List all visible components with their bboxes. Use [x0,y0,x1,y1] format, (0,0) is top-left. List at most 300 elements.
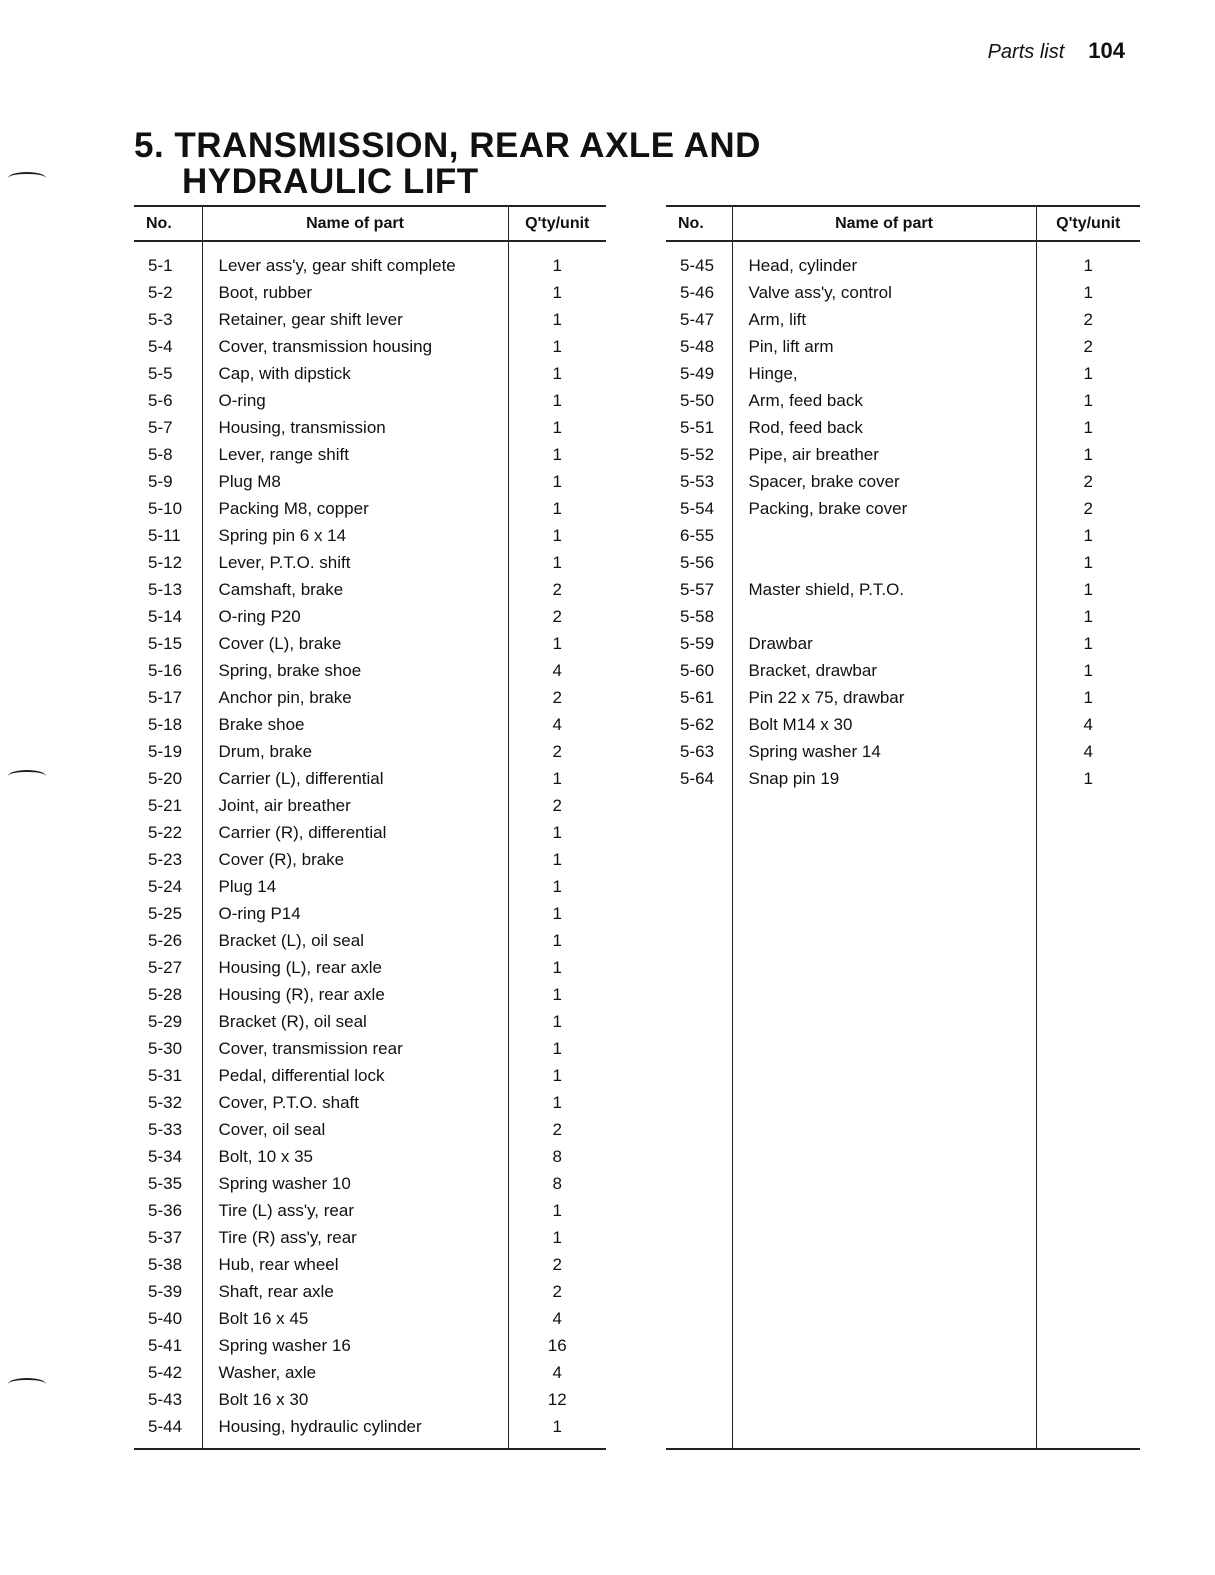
table-row [666,765,1140,792]
part-number: 5-64 [680,768,715,788]
part-name: Boot, rubber [202,279,508,306]
part-name: O-ring [202,387,508,414]
part-number: 5-18 [148,714,183,734]
table-row [666,711,1140,738]
part-quantity: 2 [1083,498,1093,518]
empty-cell [1036,927,1140,954]
table-row [134,387,606,414]
table-row [666,684,1140,711]
empty-cell [732,1359,1036,1386]
spacer-cell [666,241,732,252]
spacer-cell [508,241,606,252]
table-empty-row [666,792,1140,819]
part-name: Spring pin 6 x 14 [202,522,508,549]
part-name: Hinge, [732,360,1036,387]
table-end-row [666,1440,1140,1449]
part-quantity: 1 [1083,363,1093,383]
part-quantity: 1 [552,930,562,950]
part-name: Housing (R), rear axle [202,981,508,1008]
table-row [134,306,606,333]
parts-table-left-body [134,241,606,1449]
part-number: 5-38 [148,1254,183,1274]
table-row [666,387,1140,414]
table-empty-row [666,981,1140,1008]
table-row [666,657,1140,684]
empty-cell [732,1224,1036,1251]
empty-cell [732,927,1036,954]
part-quantity: 8 [552,1146,562,1166]
empty-cell [732,1035,1036,1062]
section-label: Parts list [987,41,1065,63]
part-number: 5-61 [680,687,715,707]
table-row [134,252,606,279]
empty-cell [732,873,1036,900]
part-number: 5-31 [148,1065,183,1085]
spacer-cell [1036,241,1140,252]
title-line-2: HYDRAULIC LIFT [182,162,479,201]
col-header-no: No. [134,206,202,241]
empty-cell [666,792,732,819]
empty-cell [732,846,1036,873]
parts-table-right [666,205,1140,1450]
binder-hole-mark [8,1378,46,1390]
table-row [134,1116,606,1143]
empty-cell [1036,1035,1140,1062]
table-row [134,549,606,576]
empty-cell [666,954,732,981]
table-empty-row [666,1332,1140,1359]
part-quantity: 1 [552,1092,562,1112]
part-number: 5-46 [680,282,715,302]
empty-cell [666,1062,732,1089]
part-name: Spacer, brake cover [732,468,1036,495]
part-number: 5-29 [148,1011,183,1031]
part-name: Plug 14 [202,873,508,900]
part-quantity: 1 [552,363,562,383]
part-quantity: 1 [1083,282,1093,302]
empty-cell [732,1386,1036,1413]
part-number: 5-4 [148,336,173,356]
table-row [134,1035,606,1062]
part-number: 5-51 [680,417,715,437]
part-name: Tire (L) ass'y, rear [202,1197,508,1224]
table-row [666,333,1140,360]
part-quantity: 16 [547,1335,567,1355]
part-quantity: 1 [1083,660,1093,680]
table-row [666,468,1140,495]
empty-cell [732,954,1036,981]
part-quantity: 1 [1083,417,1093,437]
part-name: Pin, lift arm [732,333,1036,360]
part-number: 5-25 [148,903,183,923]
empty-cell [666,1008,732,1035]
part-quantity: 2 [552,606,562,626]
part-number: 5-53 [680,471,715,491]
table-row [134,1143,606,1170]
part-quantity: 4 [552,660,562,680]
table-end-row [134,1440,606,1449]
empty-cell [1036,1224,1140,1251]
part-quantity: 1 [552,1227,562,1247]
part-quantity: 1 [552,1011,562,1031]
part-quantity: 1 [552,903,562,923]
part-number: 5-24 [148,876,183,896]
table-row [134,441,606,468]
table-empty-row [666,1251,1140,1278]
empty-cell [1036,1089,1140,1116]
col-header-name: Name of part [732,206,1036,241]
part-name: Pedal, differential lock [202,1062,508,1089]
part-quantity: 1 [552,444,562,464]
part-name: Cover, P.T.O. shaft [202,1089,508,1116]
part-name: Bracket (L), oil seal [202,927,508,954]
col-header-no: No. [666,206,732,241]
end-cell [508,1440,606,1449]
table-row [134,522,606,549]
table-row [666,252,1140,279]
part-name: Cover, transmission housing [202,333,508,360]
part-quantity: 2 [1083,309,1093,329]
table-row [666,576,1140,603]
table-row [134,711,606,738]
table-empty-row [666,900,1140,927]
table-empty-row [666,954,1140,981]
empty-cell [666,900,732,927]
table-empty-row [666,1359,1140,1386]
part-name: Spring, brake shoe [202,657,508,684]
part-number: 5-8 [148,444,173,464]
table-header-row [134,206,606,241]
table-header-row [666,206,1140,241]
empty-cell [1036,981,1140,1008]
empty-cell [666,1035,732,1062]
end-cell [202,1440,508,1449]
part-number: 5-41 [148,1335,183,1355]
empty-cell [732,792,1036,819]
empty-cell [732,1278,1036,1305]
table-row [134,819,606,846]
table-row [134,1170,606,1197]
part-quantity: 1 [552,255,562,275]
empty-cell [666,1305,732,1332]
part-number: 5-26 [148,930,183,950]
table-row [134,657,606,684]
part-name: Pipe, air breather [732,441,1036,468]
part-quantity: 1 [552,417,562,437]
empty-cell [732,819,1036,846]
part-name: Carrier (R), differential [202,819,508,846]
part-quantity: 1 [552,552,562,572]
empty-cell [732,1251,1036,1278]
table-row [134,576,606,603]
table-empty-row [666,1035,1140,1062]
table-row [134,1305,606,1332]
empty-cell [1036,819,1140,846]
empty-cell [666,1413,732,1440]
empty-cell [666,927,732,954]
part-quantity: 12 [547,1389,567,1409]
table-row [666,495,1140,522]
part-number: 5-15 [148,633,183,653]
table-row [134,468,606,495]
table-empty-row [666,846,1140,873]
table-row [134,360,606,387]
part-number: 5-1 [148,255,173,275]
part-name: Bolt M14 x 30 [732,711,1036,738]
table-row [134,1251,606,1278]
table-empty-row [666,1008,1140,1035]
part-name: Lever ass'y, gear shift complete [202,252,508,279]
table-empty-row [666,819,1140,846]
part-quantity: 2 [552,1254,562,1274]
part-name: Rod, feed back [732,414,1036,441]
part-name: Plug M8 [202,468,508,495]
table-empty-row [666,873,1140,900]
empty-cell [732,1062,1036,1089]
table-empty-row [666,1224,1140,1251]
empty-cell [666,873,732,900]
part-name: Bolt 16 x 45 [202,1305,508,1332]
part-name: Arm, lift [732,306,1036,333]
part-quantity: 2 [552,741,562,761]
part-number: 5-60 [680,660,715,680]
table-row [134,603,606,630]
col-header-qty: Q'ty/unit [1036,206,1140,241]
part-quantity: 1 [552,957,562,977]
part-quantity: 2 [552,1119,562,1139]
part-number: 5-9 [148,471,173,491]
empty-cell [666,1386,732,1413]
table-empty-row [666,927,1140,954]
part-number: 5-58 [680,606,715,626]
table-row [134,1197,606,1224]
empty-cell [1036,1116,1140,1143]
part-number: 5-52 [680,444,715,464]
empty-cell [732,981,1036,1008]
part-name: Valve ass'y, control [732,279,1036,306]
part-name: Washer, axle [202,1359,508,1386]
empty-cell [666,1251,732,1278]
part-quantity: 1 [552,849,562,869]
part-quantity: 1 [552,282,562,302]
part-number: 5-20 [148,768,183,788]
part-number: 5-7 [148,417,173,437]
part-number: 5-49 [680,363,715,383]
table-empty-row [666,1386,1140,1413]
part-name: Bolt 16 x 30 [202,1386,508,1413]
part-quantity: 1 [552,1200,562,1220]
part-number: 5-16 [148,660,183,680]
part-quantity: 4 [552,714,562,734]
part-quantity: 4 [1083,741,1093,761]
part-name: Housing (L), rear axle [202,954,508,981]
part-quantity: 1 [552,984,562,1004]
part-number: 5-33 [148,1119,183,1139]
part-name: Head, cylinder [732,252,1036,279]
table-row [134,1008,606,1035]
part-number: 5-2 [148,282,173,302]
part-name: Bracket (R), oil seal [202,1008,508,1035]
table-row [134,846,606,873]
part-number: 5-17 [148,687,183,707]
end-cell [1036,1440,1140,1449]
title-line-1: 5. TRANSMISSION, REAR AXLE AND [134,126,761,165]
empty-cell [666,1170,732,1197]
part-quantity: 2 [552,687,562,707]
part-name: O-ring P20 [202,603,508,630]
part-name: Housing, hydraulic cylinder [202,1413,508,1440]
table-empty-row [666,1143,1140,1170]
part-number: 5-48 [680,336,715,356]
table-spacer-row [666,241,1140,252]
part-quantity: 2 [552,1281,562,1301]
part-number: 5-3 [148,309,173,329]
empty-cell [732,1116,1036,1143]
part-quantity: 1 [552,498,562,518]
table-row [666,603,1140,630]
part-number: 5-19 [148,741,183,761]
part-quantity: 8 [552,1173,562,1193]
empty-cell [1036,900,1140,927]
part-name: Joint, air breather [202,792,508,819]
empty-cell [1036,1305,1140,1332]
table-row [666,549,1140,576]
empty-cell [1036,1170,1140,1197]
empty-cell [732,900,1036,927]
table-row [666,414,1140,441]
table-row [666,306,1140,333]
part-quantity: 1 [1083,525,1093,545]
part-quantity: 1 [1083,633,1093,653]
part-name [732,549,1036,576]
table-empty-row [666,1278,1140,1305]
empty-cell [666,1359,732,1386]
empty-cell [666,846,732,873]
table-row [666,522,1140,549]
table-row [666,360,1140,387]
part-name: Lever, P.T.O. shift [202,549,508,576]
part-name: Cover (L), brake [202,630,508,657]
empty-cell [1036,1008,1140,1035]
part-name: Camshaft, brake [202,576,508,603]
table-row [134,333,606,360]
table-row [134,981,606,1008]
part-quantity: 4 [1083,714,1093,734]
part-number: 5-43 [148,1389,183,1409]
part-quantity: 1 [552,309,562,329]
part-quantity: 2 [1083,471,1093,491]
page-header [988,38,1125,64]
part-number: 5-5 [148,363,173,383]
part-number: 5-62 [680,714,715,734]
part-name: Drawbar [732,630,1036,657]
table-row [134,927,606,954]
empty-cell [666,1332,732,1359]
part-number: 5-22 [148,822,183,842]
part-name: Spring washer 10 [202,1170,508,1197]
spacer-cell [732,241,1036,252]
end-cell [134,1440,202,1449]
part-number: 5-14 [148,606,183,626]
part-quantity: 1 [552,525,562,545]
part-name: Spring washer 14 [732,738,1036,765]
empty-cell [666,819,732,846]
table-row [134,1089,606,1116]
empty-cell [1036,873,1140,900]
table-row [666,630,1140,657]
table-row [134,1224,606,1251]
part-number: 5-35 [148,1173,183,1193]
table-row [134,1278,606,1305]
part-name: Brake shoe [202,711,508,738]
empty-cell [732,1170,1036,1197]
part-name: Hub, rear wheel [202,1251,508,1278]
empty-cell [1036,1062,1140,1089]
col-header-qty: Q'ty/unit [508,206,606,241]
empty-cell [732,1008,1036,1035]
table-spacer-row [134,241,606,252]
part-number: 5-28 [148,984,183,1004]
empty-cell [666,1197,732,1224]
table-row [134,1413,606,1440]
empty-cell [666,981,732,1008]
part-quantity: 2 [1083,336,1093,356]
part-quantity: 1 [1083,768,1093,788]
part-quantity: 1 [1083,552,1093,572]
part-number: 5-54 [680,498,715,518]
table-empty-row [666,1413,1140,1440]
empty-cell [666,1116,732,1143]
empty-cell [666,1143,732,1170]
empty-cell [1036,846,1140,873]
part-name: Cap, with dipstick [202,360,508,387]
part-name: O-ring P14 [202,900,508,927]
part-number: 5-27 [148,957,183,977]
table-row [134,1062,606,1089]
part-quantity: 1 [552,336,562,356]
part-quantity: 2 [552,795,562,815]
empty-cell [1036,1197,1140,1224]
part-name: Cover (R), brake [202,846,508,873]
part-quantity: 1 [1083,687,1093,707]
empty-cell [1036,1251,1140,1278]
table-row [666,441,1140,468]
table-row [134,495,606,522]
empty-cell [732,1197,1036,1224]
empty-cell [1036,954,1140,981]
part-quantity: 4 [552,1308,562,1328]
part-quantity: 1 [1083,390,1093,410]
part-name: Packing, brake cover [732,495,1036,522]
binder-hole-mark [8,172,46,184]
table-row [134,414,606,441]
empty-cell [1036,1278,1140,1305]
table-row [134,684,606,711]
part-number: 5-21 [148,795,183,815]
spacer-cell [134,241,202,252]
part-number: 5-10 [148,498,183,518]
part-number: 5-37 [148,1227,183,1247]
part-quantity: 1 [552,768,562,788]
part-name: Retainer, gear shift lever [202,306,508,333]
table-row [666,279,1140,306]
table-empty-row [666,1062,1140,1089]
table-empty-row [666,1116,1140,1143]
part-number: 5-45 [680,255,715,275]
binder-hole-mark [8,770,46,782]
part-quantity: 4 [552,1362,562,1382]
part-quantity: 1 [1083,444,1093,464]
